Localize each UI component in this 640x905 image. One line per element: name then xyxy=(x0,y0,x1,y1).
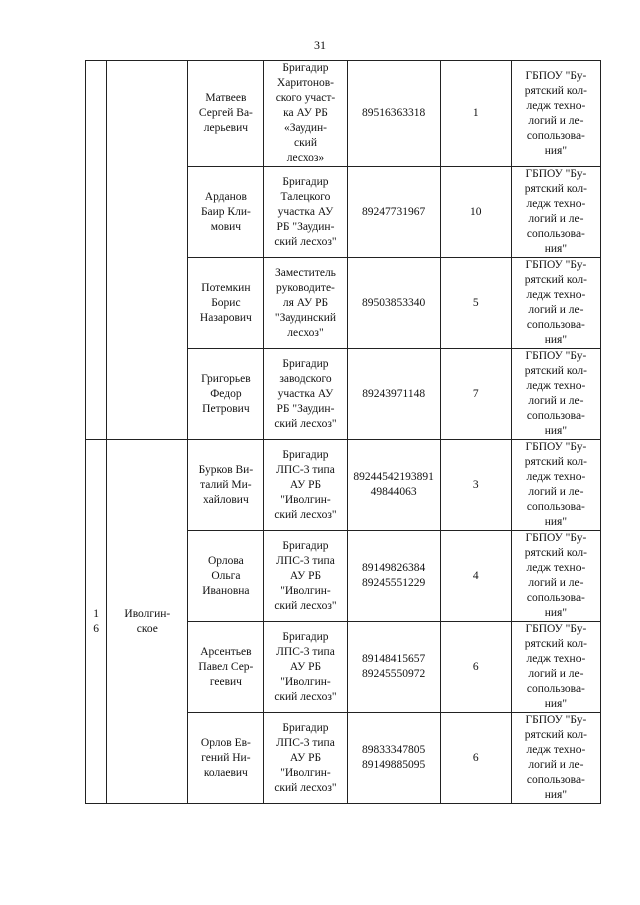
cell-phone: 89503853340 xyxy=(347,258,440,349)
page-number: 31 xyxy=(314,38,326,52)
cell-name: Орлов Ев- гений Ни- колаевич xyxy=(188,713,264,804)
cell-org: ГБПОУ "Бу- рятский кол- ледж техно- логий и ле- сопользова- ния" xyxy=(511,622,600,713)
cell-position: Бригадир Талецкого участка АУ РБ "Заудин- ский лесхоз" xyxy=(264,167,347,258)
cell-position: Бригадир ЛПС-3 типа АУ РБ "Иволгин- ский лесхоз" xyxy=(264,531,347,622)
cell-position: Заместитель руководите- ля АУ РБ "Заудинский лесхоз" xyxy=(264,258,347,349)
cell-org: ГБПОУ "Бу- рятский кол- ледж техно- логий и ле- сопользова- ния" xyxy=(511,258,600,349)
cell-district-empty xyxy=(107,61,188,440)
cell-count: 3 xyxy=(440,440,511,531)
cell-name: Потемкин Борис Назарович xyxy=(188,258,264,349)
cell-count: 7 xyxy=(440,349,511,440)
cell-name: Григорьев Федор Петрович xyxy=(188,349,264,440)
cell-org: ГБПОУ "Бу- рятский кол- ледж техно- логий и ле- сопользова- ния" xyxy=(511,61,600,167)
cell-name: Арданов Баир Кли- мович xyxy=(188,167,264,258)
cell-district: Иволгин- ское xyxy=(107,440,188,804)
cell-name: Бурков Ви- талий Ми- хайлович xyxy=(188,440,264,531)
cell-org: ГБПОУ "Бу- рятский кол- ледж техно- логий и ле- сопользова- ния" xyxy=(511,440,600,531)
cell-position: Бригадир заводского участка АУ РБ "Заудин- ский лесхоз" xyxy=(264,349,347,440)
staff-table xyxy=(85,60,601,804)
cell-count: 4 xyxy=(440,531,511,622)
cell-count: 1 xyxy=(440,61,511,167)
cell-phone: 89516363318 xyxy=(347,61,440,167)
cell-count: 6 xyxy=(440,622,511,713)
cell-name: Матвеев Сергей Ва- лерьевич xyxy=(188,61,264,167)
cell-position: Бригадир ЛПС-3 типа АУ РБ "Иволгин- ский лесхоз" xyxy=(264,440,347,531)
cell-phone: 89148415657 89245550972 xyxy=(347,622,440,713)
cell-org: ГБПОУ "Бу- рятский кол- ледж техно- логий и ле- сопользова- ния" xyxy=(511,349,600,440)
cell-name: Арсентьев Павел Сер- геевич xyxy=(188,622,264,713)
table-row xyxy=(86,440,601,531)
cell-phone: 89833347805 89149885095 xyxy=(347,713,440,804)
cell-org: ГБПОУ "Бу- рятский кол- ледж техно- логий и ле- сопользова- ния" xyxy=(511,167,600,258)
cell-phone: 89149826384 89245551229 xyxy=(347,531,440,622)
cell-phone: 89243971148 xyxy=(347,349,440,440)
cell-num-empty xyxy=(86,61,107,440)
cell-position: Бригадир ЛПС-3 типа АУ РБ "Иволгин- ский лесхоз" xyxy=(264,713,347,804)
cell-count: 10 xyxy=(440,167,511,258)
cell-org: ГБПОУ "Бу- рятский кол- ледж техно- логий и ле- сопользова- ния" xyxy=(511,713,600,804)
cell-count: 5 xyxy=(440,258,511,349)
cell-org: ГБПОУ "Бу- рятский кол- ледж техно- логий и ле- сопользова- ния" xyxy=(511,531,600,622)
cell-name: Орлова Ольга Ивановна xyxy=(188,531,264,622)
cell-phone: 89244542193891 49844063 xyxy=(347,440,440,531)
cell-count: 6 xyxy=(440,713,511,804)
cell-position: Бригадир ЛПС-3 типа АУ РБ "Иволгин- ский лесхоз" xyxy=(264,622,347,713)
cell-position: Бригадир Харитонов- ского участ- ка АУ РБ «Заудин- ский лесхоз» xyxy=(264,61,347,167)
table-row xyxy=(86,61,601,167)
cell-phone: 89247731967 xyxy=(347,167,440,258)
cell-group-number: 1 6 xyxy=(86,440,107,804)
